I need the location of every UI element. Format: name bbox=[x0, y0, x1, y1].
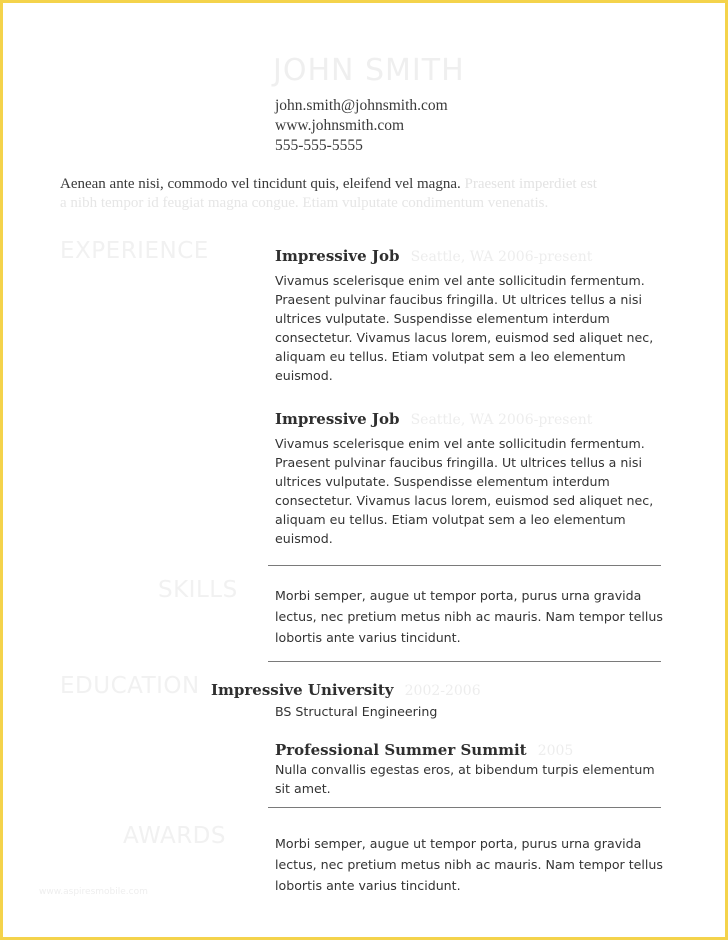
skills-text: Morbi semper, augue ut tempor porta, purus urna gravida lectus, nec pretium metus nibh ac mauris. Nam tempor tellus lobortis ante varius tincidunt. bbox=[275, 588, 663, 645]
job-title: Impressive Job bbox=[275, 410, 400, 428]
section-title-experience: EXPERIENCE bbox=[60, 238, 209, 264]
contact-email: john.smith@johnsmith.com bbox=[275, 97, 448, 114]
section-divider bbox=[268, 807, 661, 808]
education-title: Professional Summer Summit bbox=[275, 741, 527, 759]
education-item bbox=[211, 680, 671, 721]
experience-item bbox=[275, 409, 670, 548]
section-title-education: EDUCATION bbox=[60, 673, 200, 699]
section-divider bbox=[268, 661, 661, 662]
education-detail: Nulla convallis egestas eros, at bibendum turpis elementum sit amet. bbox=[275, 762, 655, 796]
contact-block bbox=[275, 96, 448, 156]
summary-text-line2: a nibh tempor id feugiat magna congue. Etiam vulputate condimentum venenatis. bbox=[60, 195, 549, 211]
resume-name: JOHN SMITH bbox=[273, 53, 465, 88]
watermark-text: www.aspiresmobile.com bbox=[39, 887, 148, 897]
education-detail: BS Structural Engineering bbox=[275, 704, 438, 719]
summary-block bbox=[60, 175, 680, 213]
contact-website: www.johnsmith.com bbox=[275, 117, 405, 134]
resume-page bbox=[3, 3, 725, 937]
awards-text: Morbi semper, augue ut tempor porta, purus urna gravida lectus, nec pretium metus nibh ac mauris. Nam tempor tellus lobortis ante varius tincidunt. bbox=[275, 836, 663, 893]
job-title: Impressive Job bbox=[275, 247, 400, 265]
experience-item bbox=[275, 246, 670, 385]
job-description: Vivamus scelerisque enim vel ante sollicitudin fermentum. Praesent pulvinar faucibus fringilla. Ut ultrices tellus a nisi ultrices vulputate. Suspendisse elementum interdum consectetur. Vivamus lacus lorem, euismod sed aliquet nec, aliquam eu tellus. Etiam volutpat sem a leo elementum euismod. bbox=[275, 436, 654, 546]
education-meta: 2005 bbox=[537, 743, 574, 759]
section-title-awards: AWARDS bbox=[123, 823, 226, 849]
education-title: Impressive University bbox=[211, 681, 394, 699]
summary-text: Aenean ante nisi, commodo vel tincidunt quis, eleifend vel magna. bbox=[60, 176, 461, 192]
education-item bbox=[275, 740, 670, 798]
section-title-skills: SKILLS bbox=[158, 577, 238, 603]
education-meta: 2002-2006 bbox=[404, 683, 481, 699]
job-meta: Seattle, WA 2006-present bbox=[410, 249, 593, 265]
section-divider bbox=[268, 565, 661, 566]
job-description: Vivamus scelerisque enim vel ante sollicitudin fermentum. Praesent pulvinar faucibus fringilla. Ut ultrices tellus a nisi ultrices vulputate. Suspendisse elementum interdum consectetur. Vivamus lacus lorem, euismod sed aliquet nec, aliquam eu tellus. Etiam volutpat sem a leo elementum euismod. bbox=[275, 273, 654, 383]
contact-phone: 555-555-5555 bbox=[275, 137, 363, 154]
job-meta: Seattle, WA 2006-present bbox=[410, 412, 593, 428]
summary-text-faint: Praesent imperdiet est bbox=[464, 176, 597, 192]
